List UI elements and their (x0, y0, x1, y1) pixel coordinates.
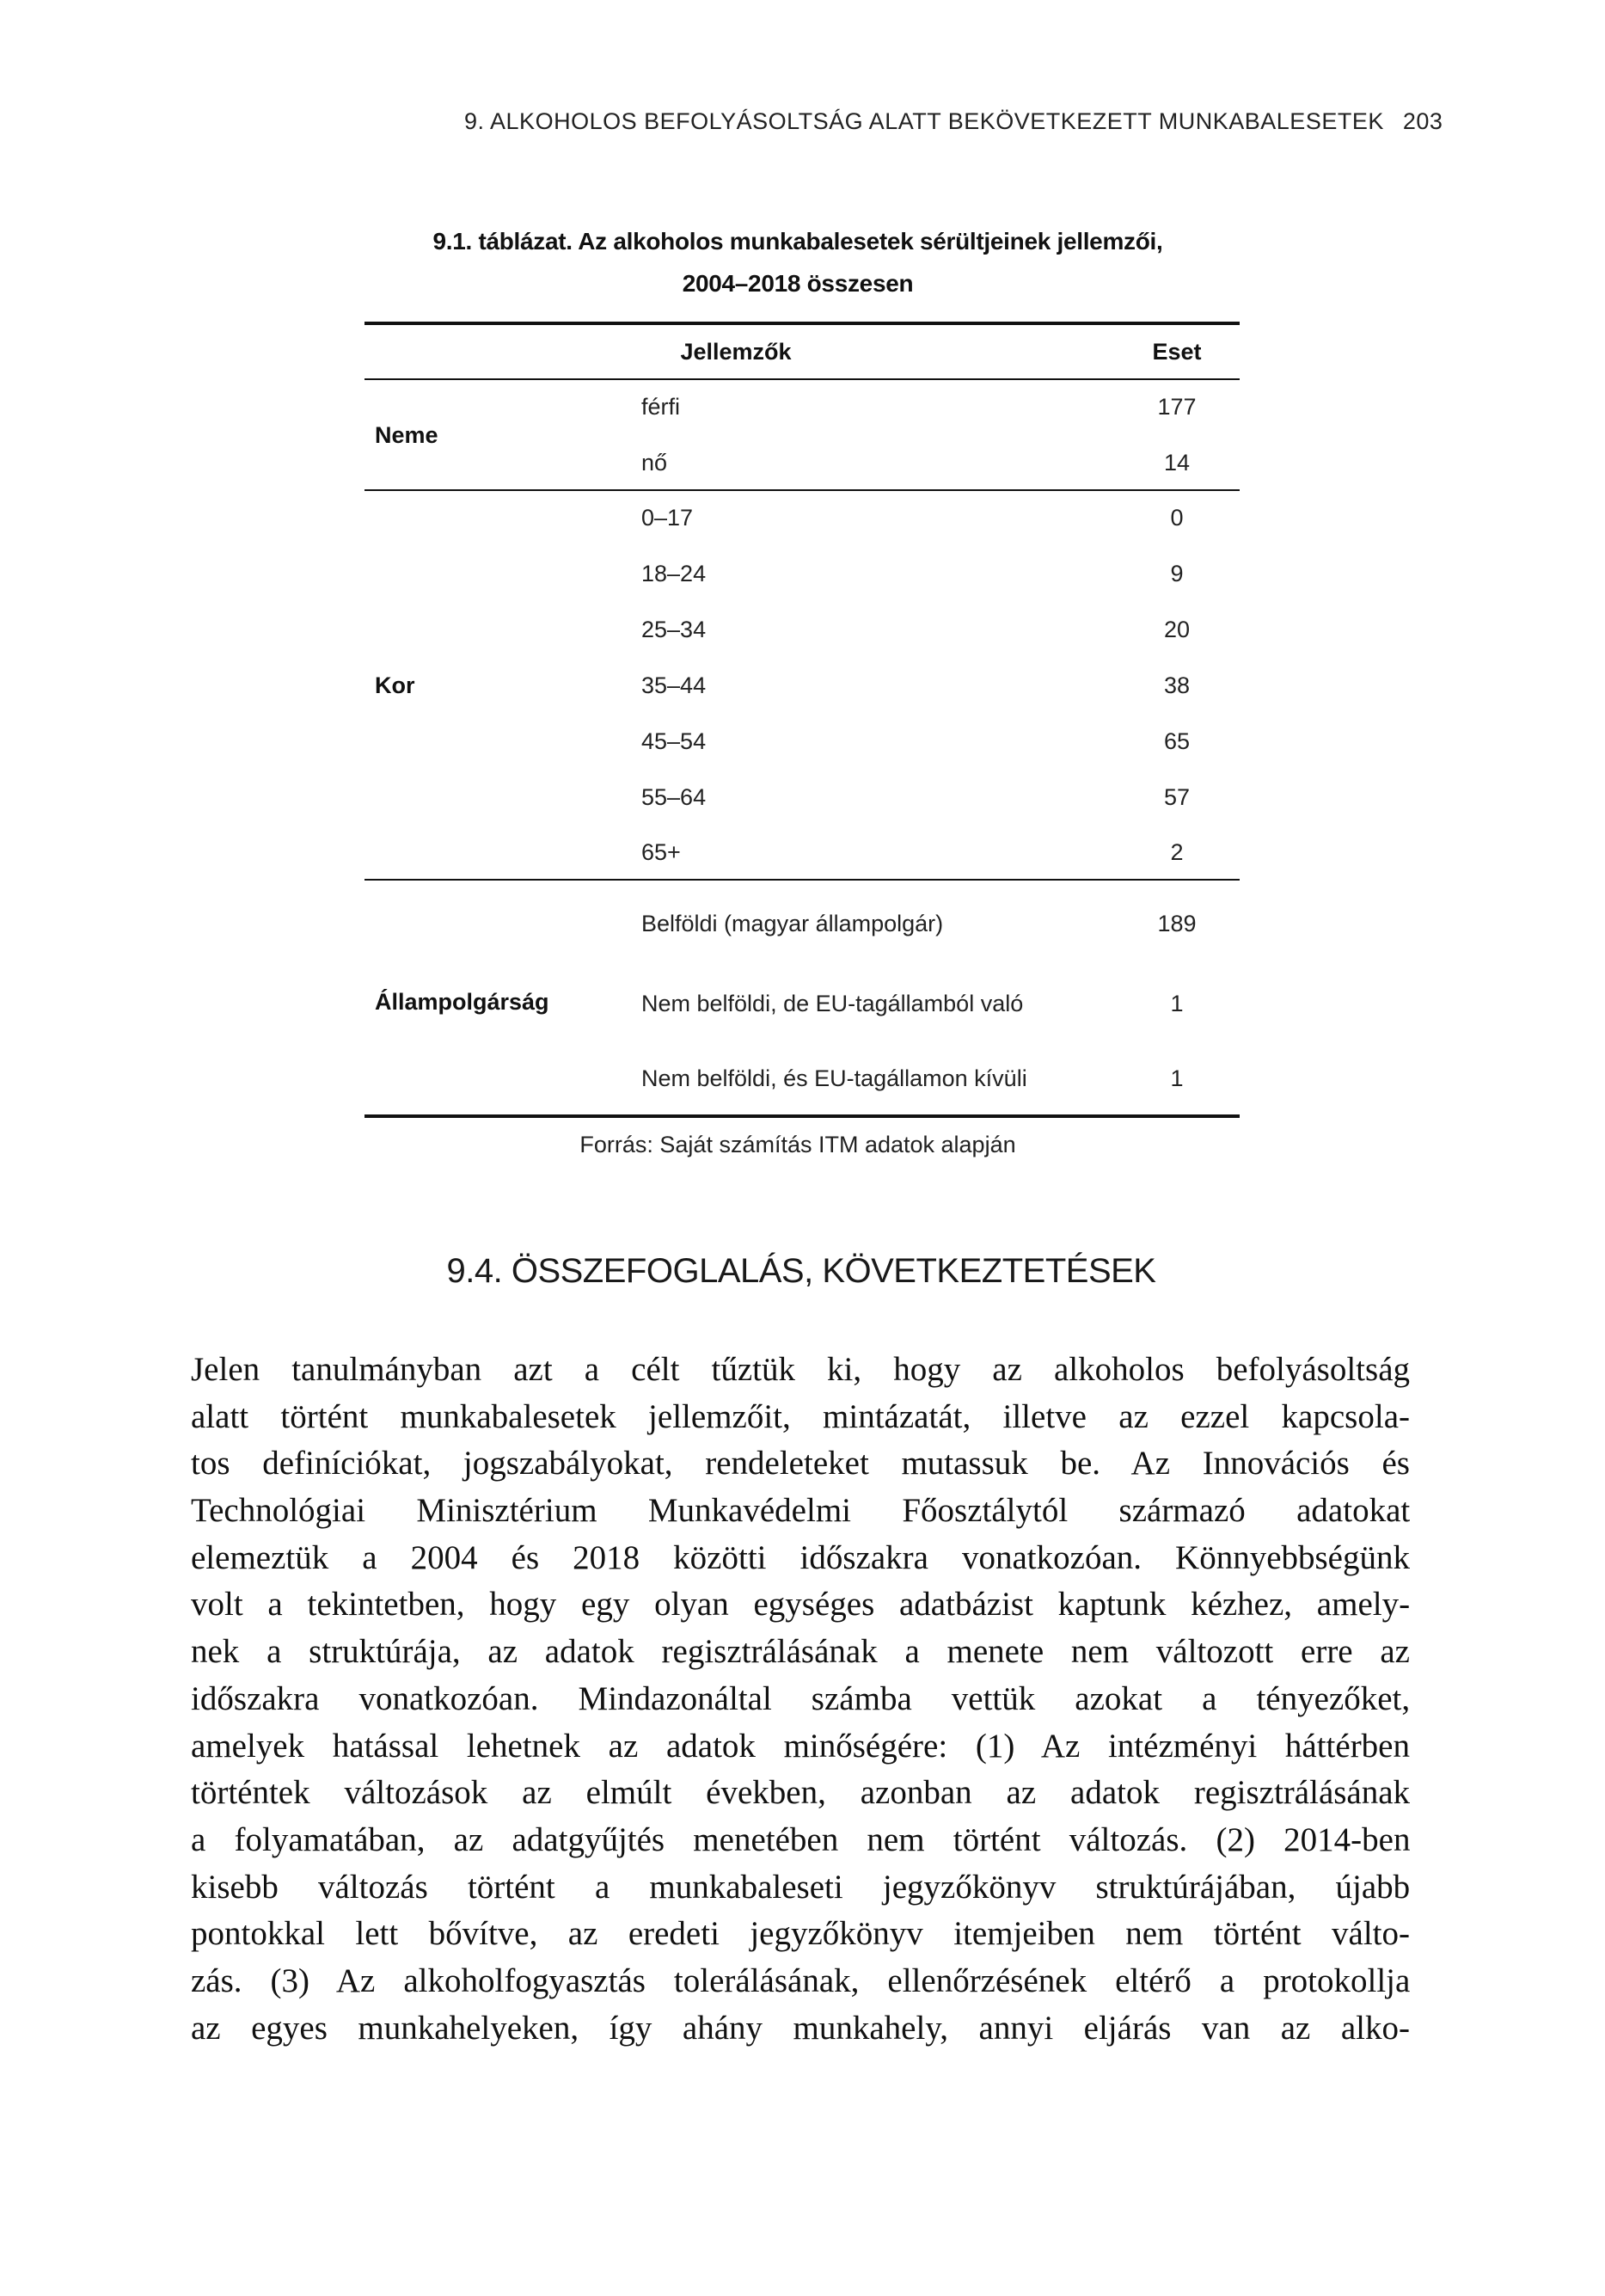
table-row-value: 0 (1170, 505, 1184, 531)
table-row-value: 1 (1170, 1065, 1184, 1091)
group-label-allampolgarsag: Állampolgárság (375, 989, 549, 1015)
body-line: történtek változások az elmúlt években, azonban az adatok regisztrálásának (191, 1774, 1411, 1812)
table-row-item: 18–24 (641, 561, 707, 586)
column-header-jellemzok: Jellemzők (680, 339, 792, 365)
body-line: Jelen tanulmányban azt a célt tűztük ki, hogy az alkoholos befolyásoltság (191, 1351, 1410, 1388)
table-source-note: Forrás: Saját számítás ITM adatok alapján (579, 1132, 1016, 1157)
table-row-item: 0–17 (641, 505, 694, 531)
table-bottom-rule (364, 1114, 1240, 1118)
table-row-value: 38 (1163, 672, 1191, 698)
table-row-value: 9 (1170, 561, 1184, 586)
group-label-neme: Neme (375, 422, 438, 448)
group-rule-kor (364, 879, 1240, 881)
table-row-value: 177 (1157, 394, 1197, 420)
body-line: pontokkal lett bővítve, az eredeti jegyzőkönyv itemjeiben nem történt válto- (191, 1915, 1410, 1953)
running-header-title: 9. ALKOHOLOS BEFOLYÁSOLTSÁG ALATT BEKÖVETKEZETT MUNKABALESETEK (464, 108, 1384, 134)
header-rule (364, 378, 1240, 380)
table-row-item: férfi (641, 394, 681, 420)
table-row-item: Belföldi (magyar állampolgár) (641, 911, 944, 936)
body-line: nek a struktúrája, az adatok regisztrálásának a menete nem változott erre az (191, 1633, 1410, 1671)
body-line: kisebb változás történt a munkabaleseti jegyzőkönyv struktúrájában, újabb (191, 1868, 1411, 1906)
table-top-rule (364, 322, 1240, 325)
body-line: a folyamatában, az adatgyűjtés menetében nem történt változás. (2) 2014-ben (191, 1820, 1411, 1858)
table-row-value: 2 (1170, 839, 1184, 865)
table-row-value: 57 (1163, 784, 1191, 810)
table-row-value: 65 (1163, 728, 1191, 754)
body-line: amelyek hatással lehetnek az adatok minőségére: (1) Az intézményi háttérben (191, 1727, 1410, 1765)
body-line: tos definíciókat, jogszabályokat, rendeleteket mutassuk be. Az Innovációs és (191, 1445, 1410, 1483)
section-heading: 9.4. ÖSSZEFOGLALÁS, KÖVETKEZTETÉSEK (446, 1252, 1156, 1290)
body-line: volt a tekintetben, hogy egy olyan egységes adatbázist kaptunk kézhez, amely- (191, 1586, 1411, 1624)
group-label-kor: Kor (375, 672, 415, 698)
table-row-value: 1 (1170, 991, 1184, 1016)
body-line: Technológiai Minisztérium Munkavédelmi Főosztálytól származó adatokat (191, 1492, 1411, 1530)
group-rule-neme (364, 489, 1240, 491)
body-paragraph (191, 1347, 1410, 2052)
table-row-item: 55–64 (641, 784, 707, 810)
table-row-value: 14 (1163, 450, 1191, 476)
table-caption-line-2: 2004–2018 összesen (682, 270, 914, 297)
body-line: elemeztük a 2004 és 2018 közötti időszakra vonatkozóan. Könnyebbségünk (191, 1538, 1410, 1576)
table-row-item: 35–44 (641, 672, 707, 698)
body-line: időszakra vonatkozóan. Mindazonáltal számba vettük azokat a tényezőket, (191, 1679, 1411, 1717)
table-row-value: 20 (1163, 617, 1191, 642)
body-line: zás. (3) Az alkoholfogyasztás tolerálásának, ellenőrzésének eltérő a protokollja (191, 1961, 1411, 1999)
page-number: 203 (1402, 108, 1443, 134)
table-row-item: 65+ (641, 839, 681, 865)
body-line: az egyes munkahelyeken, így ahány munkahely, annyi eljárás van az alko- (191, 2009, 1410, 2047)
table-caption-line-1: 9.1. táblázat. Az alkoholos munkabalesetek sérültjeinek jellemzői, (432, 228, 1163, 255)
column-header-eset: Eset (1152, 339, 1202, 365)
table-row-item: Nem belföldi, de EU-tagállamból való (641, 991, 1024, 1016)
table-row-value: 189 (1157, 911, 1197, 936)
body-line: alatt történt munkabalesetek jellemzőit, mintázatát, illetve az ezzel kapcsola- (191, 1397, 1410, 1435)
table-row-item: nő (641, 450, 668, 476)
table-row-item: Nem belföldi, és EU-tagállamon kívüli (641, 1065, 1027, 1091)
table-row-item: 25–34 (641, 617, 707, 642)
running-header (464, 108, 1443, 135)
table-row-item: 45–54 (641, 728, 707, 754)
